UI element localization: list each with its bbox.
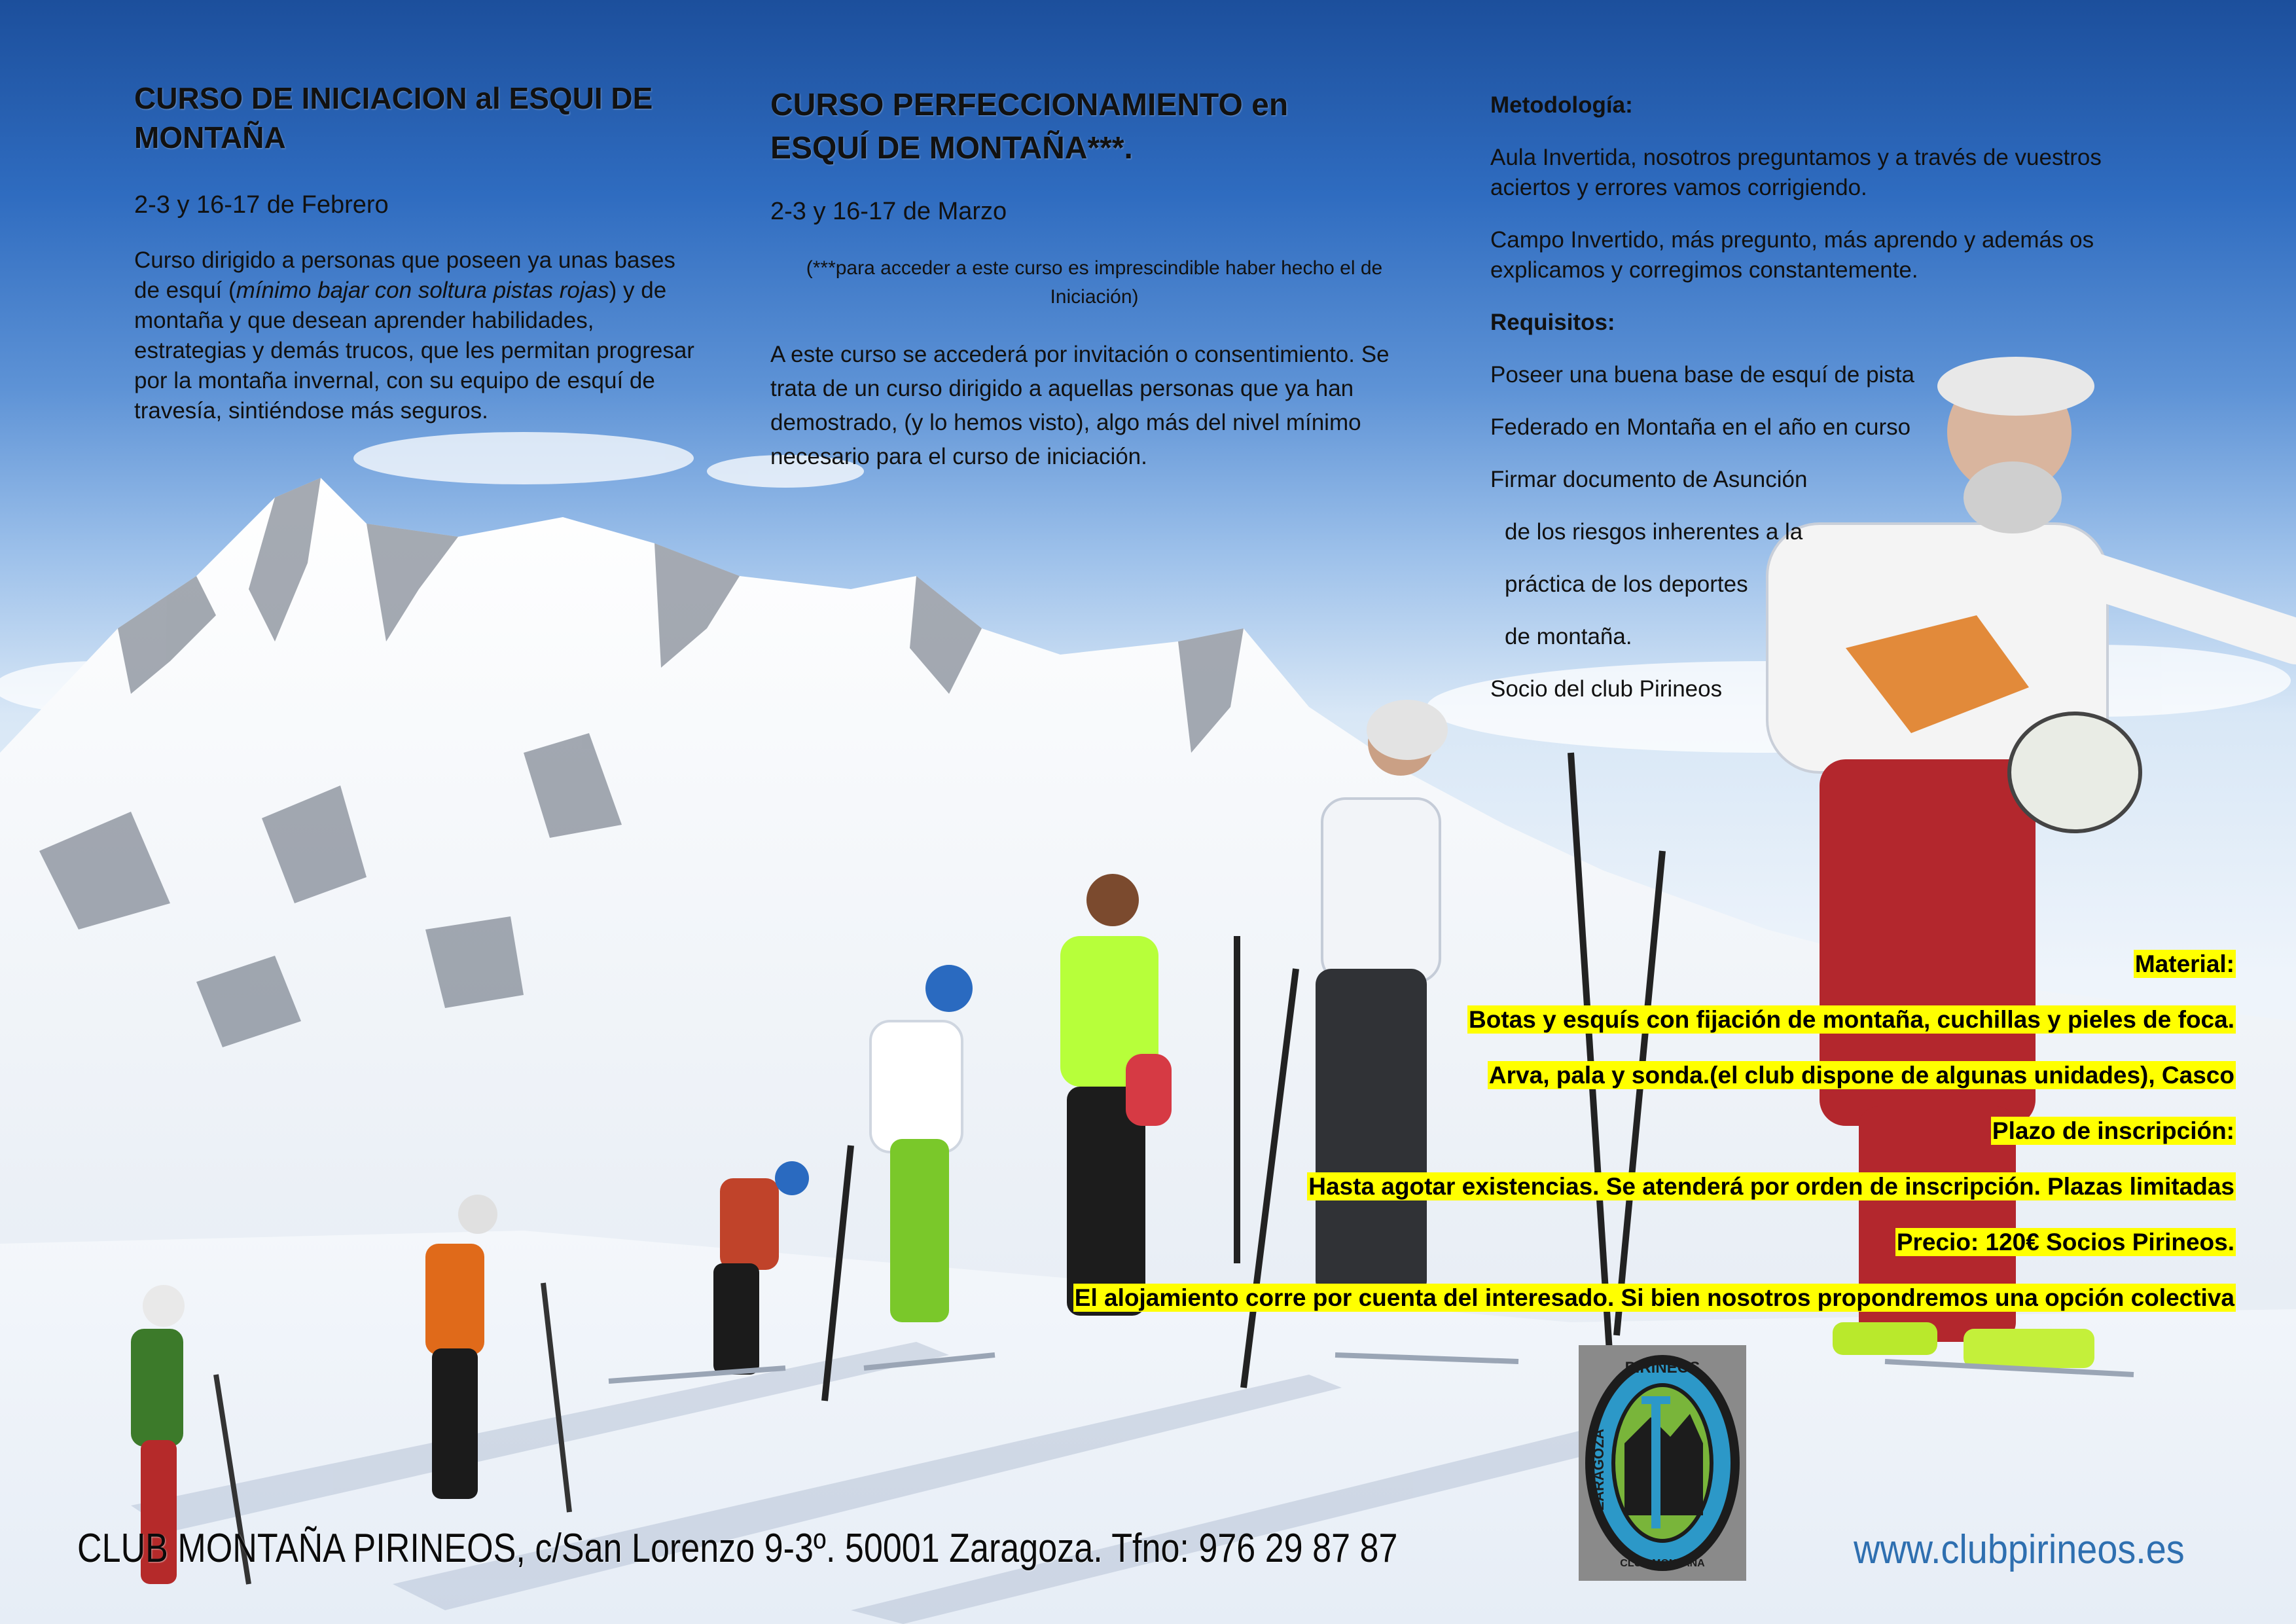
methodology-requirements: [1490, 90, 2119, 727]
requirement-item: práctica de los deportes: [1505, 571, 1748, 597]
logo-text-bottom: CLUB MONTAÑA: [1620, 1558, 1705, 1569]
logo-text-left: ZARAGOZA: [1590, 1428, 1607, 1511]
alojamiento-text: El alojamiento corre por cuenta del interesado. Si bien nosotros propondremos una opción colectiva: [1074, 1284, 2234, 1311]
logo-text-top: PIRINEOS: [1624, 1359, 1700, 1377]
plazo-text: Hasta agotar existencias. Se atenderá por orden de inscripción. Plazas limitadas: [1308, 1173, 2234, 1200]
course1-title: CURSO DE INICIACION al ESQUI DE MONTAÑA: [134, 81, 653, 154]
requirement-item: Poseer una buena base de esquí de pista: [1490, 362, 1914, 388]
requirements-heading: Requisitos:: [1490, 310, 1615, 335]
course1-dates: 2-3 y 16-17 de Febrero: [134, 191, 389, 219]
requirement-item: Socio del club Pirineos: [1490, 676, 1723, 702]
material-line-1: Botas y esquís con fijación de montaña, cuchillas y pieles de foca.: [1469, 1006, 2234, 1033]
course1-desc-part2: ) y de montaña y que desean aprender habilidades, estrategias y demás trucos, que les permitan progresar por la montaña invernal, con su equipo de esquí de travesía, sintiéndose más seguros.: [134, 278, 694, 424]
club-address: CLUB MONTAÑA PIRINEOS, c/San Lorenzo 9-3º. 50001 Zaragoza. Tfno: 976 29 87 87: [77, 1526, 1398, 1571]
material-heading: Material:: [2134, 950, 2234, 977]
plazo-heading: Plazo de inscripción:: [1992, 1117, 2234, 1144]
methodology-p2: Campo Invertido, más pregunto, más aprendo y además os explicamos y corregimos constantemente.: [1490, 227, 2094, 283]
club-website-link[interactable]: www.clubpirineos.es: [1854, 1527, 2185, 1572]
course2-description: A este curso se accederá por invitación o consentimiento. Se trata de un curso dirigido a aquellas personas que ya han demostrado, (y lo hemos visto), algo más del nivel mínimo necesario para el curso de iniciación.: [770, 342, 1390, 469]
material-line-2: Arva, pala y sonda.(el club dispone de algunas unidades), Casco: [1488, 1062, 2234, 1089]
course1-desc-italic: mínimo bajar con soltura pistas rojas: [236, 278, 609, 303]
requirement-item: Federado en Montaña en el año en curso: [1490, 414, 1911, 440]
precio-text: Precio: 120€ Socios Pirineos.: [1896, 1229, 2234, 1255]
methodology-p1: Aula Invertida, nosotros preguntamos y a través de vuestros aciertos y errores vamos corrigiendo.: [1490, 145, 2102, 200]
course2-dates: 2-3 y 16-17 de Marzo: [770, 198, 1007, 225]
club-pirineos-logo: [1579, 1345, 1746, 1581]
requirement-item: de los riesgos inherentes a la: [1505, 519, 1803, 545]
course1-desc-part1: Curso dirigido a personas que poseen ya unas bases de esquí (: [134, 247, 675, 303]
course2-note: (***para acceder a este curso es imprescindible haber hecho el de Iniciación): [806, 257, 1383, 308]
methodology-heading: Metodología:: [1490, 92, 1633, 118]
course2-title: CURSO PERFECCIONAMIENTO en ESQUÍ DE MONTAÑA***.: [770, 88, 1289, 166]
requirement-item: Firmar documento de Asunción: [1490, 467, 1808, 492]
requirement-item: de montaña.: [1505, 624, 1632, 649]
course1-description: [134, 245, 697, 426]
